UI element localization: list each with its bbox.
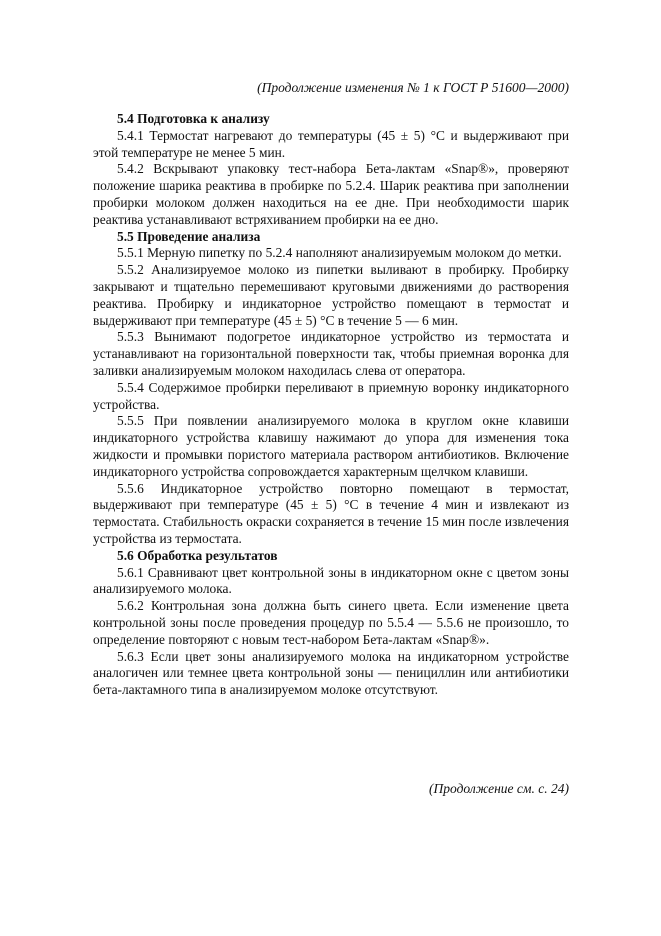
section-5-5 [93,229,569,548]
page-footer-note: (Продолжение см. с. 24) [429,781,569,796]
section-heading: 5.4 Подготовка к анализу [117,111,270,126]
paragraph-5-4-2: 5.4.2 Вскрывают упаковку тест-набора Бета-лактам «Snap®», проверяют положение шарика реактива в пробирке по 5.2.4. Шарик реактива при заполнении пробирки молоком должен находиться на ее дне. При необходимости шарик реактива устанавливают встряхиванием пробирки на ее дно. [93,161,569,227]
section-heading: 5.5 Проведение анализа [117,228,261,244]
paragraph-5-5-2: 5.5.2 Анализируемое молоко из пипетки выливают в пробирку. Пробирку закрывают и тщательно перемешивают круговыми движениями до растворения реактива. Пробирку и индикаторное устройство помещают в термостат и выдерживают при температуре (45 ± 5) °С в течение 5 — 6 мин. [93,262,569,328]
section-5-4 [93,111,569,229]
paragraph-5-5-5: 5.5.5 При появлении анализируемого молока в круглом окне клавиши индикаторного устройства клавишу нажимают до упора для изменения тока жидкости и промывки пористого материала раствором антибиотиков. Включение индикаторного устройства сопровождается характерным щелчком клавиши. [93,413,569,479]
paragraph-5-6-2: 5.6.2 Контрольная зона должна быть синего цвета. Если изменение цвета контрольной зоны после проведения процедур по 5.5.4 — 5.5.6 не произошло, то определение повторяют с новым тест-набором Бета-лактам «Snap®». [93,598,569,647]
paragraph-5-4-1: 5.4.1 Термостат нагревают до температуры (45 ± 5) °С и выдерживают при этой температуре не менее 5 мин. [93,127,569,160]
paragraph-5-5-1: 5.5.1 Мерную пипетку по 5.2.4 наполняют анализируемым молоком до метки. [117,245,562,261]
section-5-6 [93,548,569,699]
paragraph-5-6-1: 5.6.1 Сравнивают цвет контрольной зоны в индикаторном окне с цветом зоны анализируемого молока. [93,564,569,597]
section-heading: 5.6 Обработка результатов [117,547,278,563]
paragraph-5-6-3: 5.6.3 Если цвет зоны анализируемого молока на индикаторном устройстве аналогичен или темнее цвета контрольной зоны — пенициллин или антибиотики бета-лактамного типа в анализируемом молоке отсутствуют. [93,648,569,698]
paragraph-5-5-4: 5.5.4 Содержимое пробирки переливают в приемную воронку индикаторного устройства. [93,379,569,412]
page-header-note: (Продолжение изменения № 1 к ГОСТ Р 51600—2000) [257,80,569,95]
document-body [93,111,569,699]
paragraph-5-5-6: 5.5.6 Индикаторное устройство повторно помещают в термостат, выдерживают при температуре (45 ± 5) °С в течение 4 мин и извлекают из термостата. Стабильность окраски сохраняется в течение 15 мин после извлечения устройства из термостата. [93,480,569,546]
paragraph-5-5-3: 5.5.3 Вынимают подогретое индикаторное устройство из термостата и устанавливают на горизонтальной поверхности так, чтобы приемная воронка для заливки анализируемым молоком находилась слева от оператора. [93,329,569,378]
